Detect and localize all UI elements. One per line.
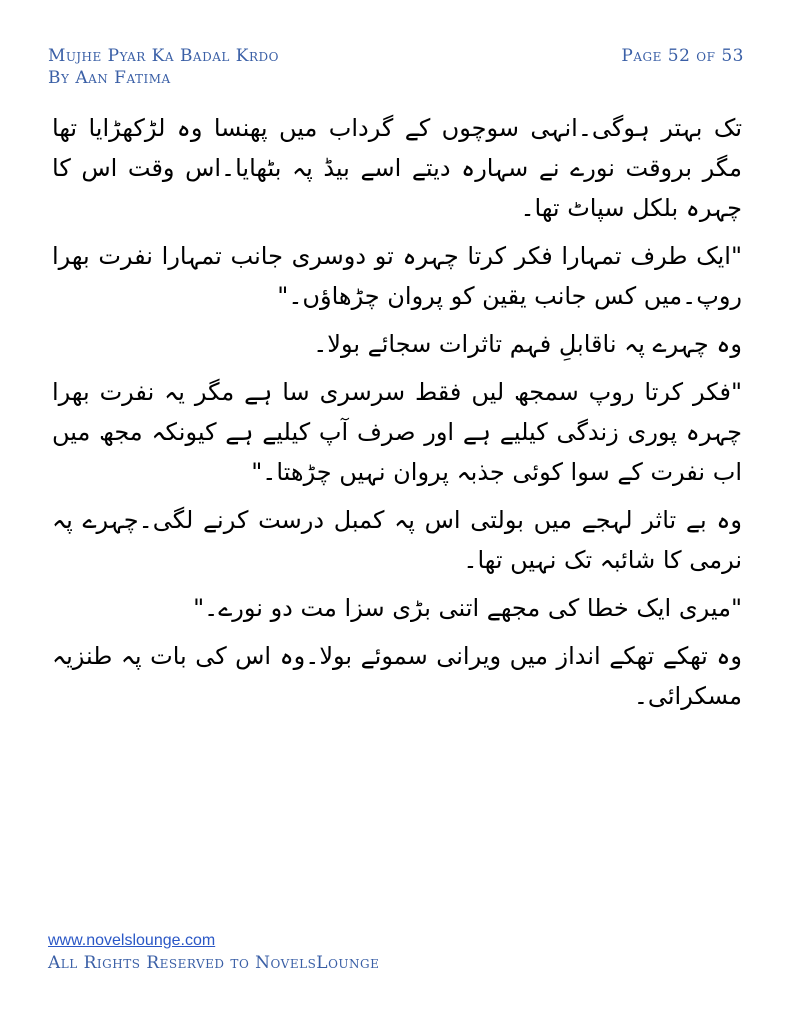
- header-left: [48, 45, 279, 89]
- page-footer: [48, 930, 379, 974]
- story-body: [52, 108, 742, 724]
- paragraph: وہ چہرے پہ ناقابلِ فہم تاثرات سجائے بولا۔: [313, 330, 742, 358]
- header-right: [621, 45, 744, 67]
- paragraph: "ایک طرف تمہارا فکر کرتا چہرہ تو دوسری جانب تمہارا نفرت بھرا روپ۔میں کس جانب یقین کو پروان چڑھاؤں۔": [52, 242, 742, 310]
- author-name: By Aan Fatima: [48, 68, 171, 88]
- website-link[interactable]: www.novelslounge.com: [48, 932, 216, 949]
- page-header: [48, 45, 744, 95]
- novel-title: Mujhe Pyar Ka Badal Krdo: [48, 46, 279, 66]
- page-number: Page 52 of 53: [621, 46, 744, 66]
- paragraph: وہ بے تاثر لہجے میں بولتی اس پہ کمبل درست کرنے لگی۔چہرے پہ نرمی کا شائبہ تک نہیں تھا۔: [52, 506, 742, 574]
- paragraph: "میری ایک خطا کی مجھے اتنی بڑی سزا مت دو نورے۔": [193, 594, 742, 622]
- paragraph: وہ تھکے تھکے انداز میں ویرانی سموئے بولا۔وہ اس کی بات پہ طنزیہ مسکرائی۔: [52, 642, 742, 710]
- paragraph: تک بہتر ہوگی۔انہی سوچوں کے گرداب میں پھنسا وہ لڑکھڑایا تھا مگر بروقت نورے نے سہارہ دیتے اسے بیڈ پہ بٹھایا۔اس وقت اس کا چہرہ بلکل سپاٹ تھا۔: [52, 114, 742, 222]
- rights-notice: All Rights Reserved to NovelsLounge: [48, 953, 380, 973]
- paragraph: "فکر کرتا روپ سمجھ لیں فقط سرسری سا ہے مگر یہ نفرت بھرا چہرہ پوری زندگی کیلیے ہے اور صرف آپ کیلیے ہے کیونکہ مجھ میں اب نفرت کے سوا کوئی جذبہ پروان نہیں چڑھتا۔": [52, 378, 742, 486]
